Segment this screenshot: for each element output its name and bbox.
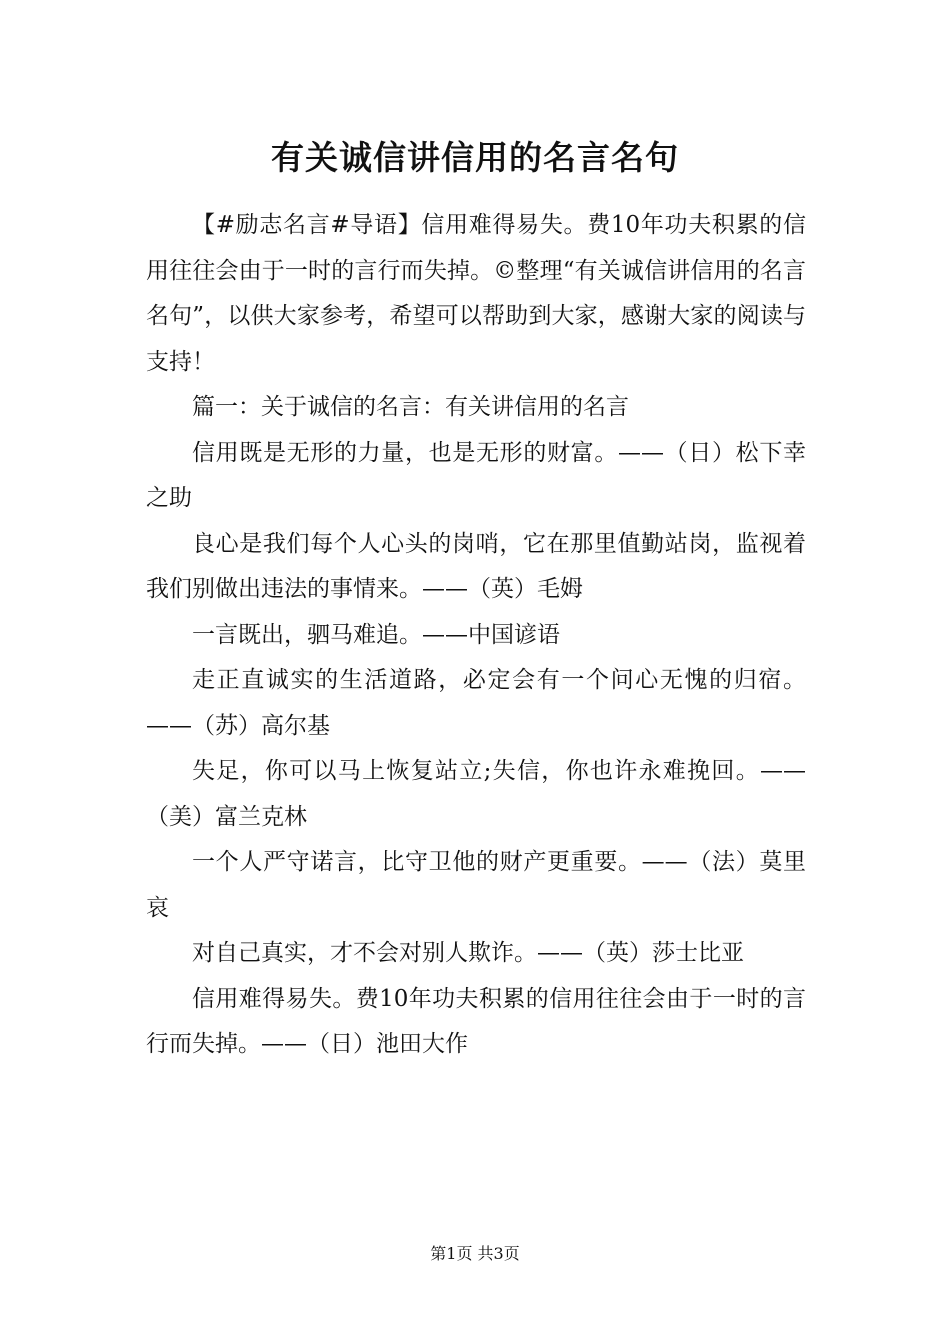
quote-paragraph: 信用既是无形的力量，也是无形的财富。——（日）松下幸之助 <box>146 439 806 511</box>
document-body <box>146 203 806 1068</box>
section-heading: 篇一：关于诚信的名言：有关讲信用的名言 <box>192 394 629 420</box>
quote-paragraph: 一个人严守诺言，比守卫他的财产更重要。——（法）莫里哀 <box>146 849 806 921</box>
quote-paragraph: 对自己真实，才不会对别人欺诈。——（英）莎士比亚 <box>192 940 744 966</box>
document-title: 有关诚信讲信用的名言名句 <box>271 138 679 177</box>
intro-paragraph: 【#励志名言#导语】信用难得易失。费10年功夫积累的信用往往会由于一时的言行而失掉。©整理“有关诚信讲信用的名言名句”，以供大家参考，希望可以帮助到大家，感谢大家的阅读与支持！ <box>146 212 806 375</box>
quote-paragraph: 良心是我们每个人心头的岗哨，它在那里值勤站岗，监视着我们别做出违法的事情来。——（英）毛姆 <box>146 530 806 602</box>
page-footer: 第1页 共3页 <box>430 1244 520 1263</box>
quote-paragraph: 一言既出，驷马难追。——中国谚语 <box>192 621 560 648</box>
quote-paragraph: 信用难得易失。费10年功夫积累的信用往往会由于一时的言行而失掉。——（日）池田大作 <box>146 985 806 1057</box>
quote-paragraph: 失足，你可以马上恢复站立;失信，你也许永难挽回。——（美）富兰克林 <box>146 758 806 830</box>
quote-paragraph: 走正直诚实的生活道路，必定会有一个问心无愧的归宿。——（苏）高尔基 <box>146 667 806 739</box>
